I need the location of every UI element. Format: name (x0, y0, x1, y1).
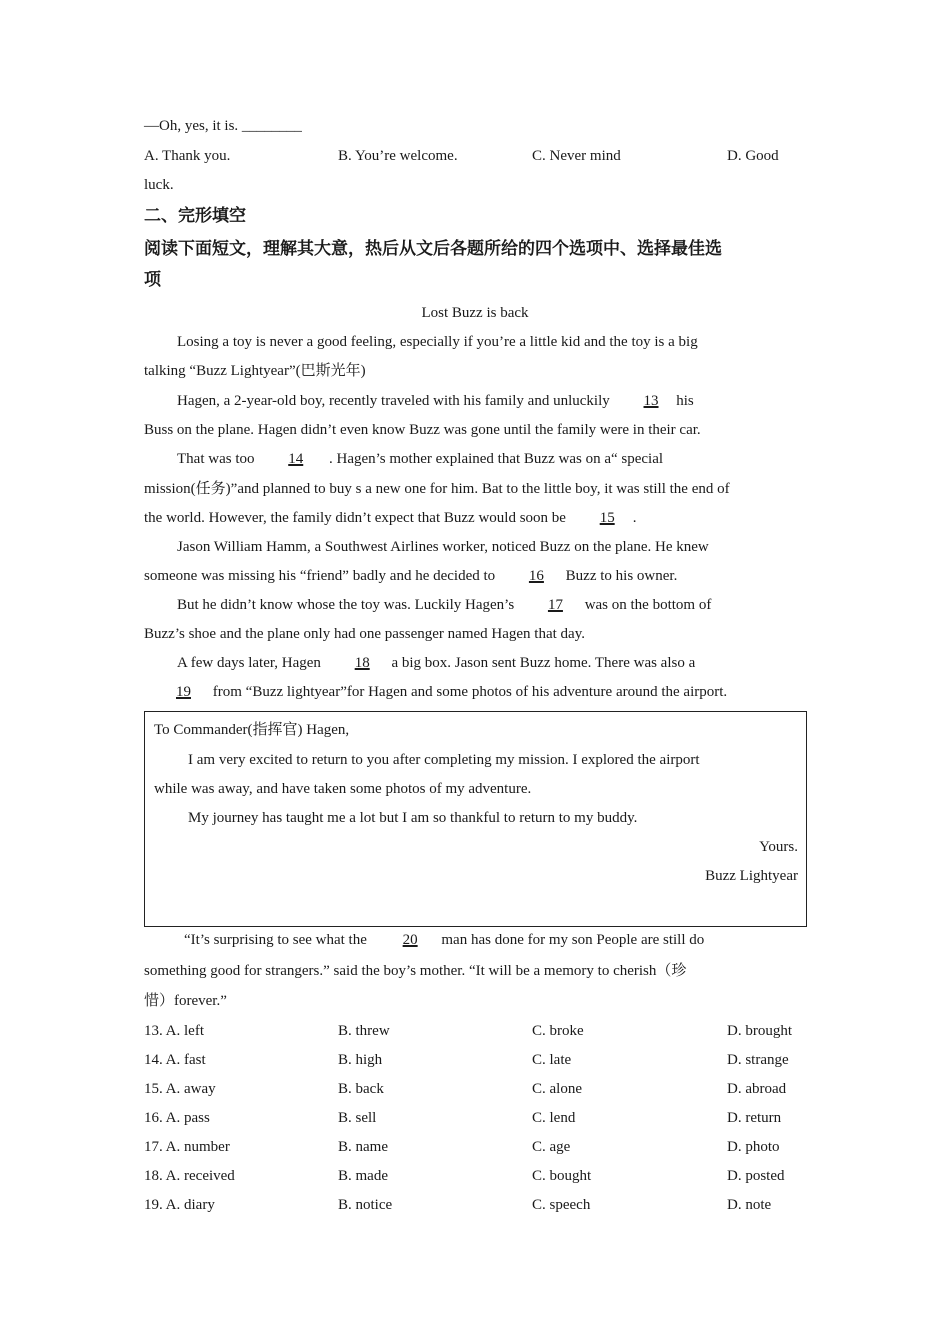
question-18-d: D. posted (727, 1168, 785, 1184)
blank-20: 20 (402, 932, 418, 948)
blank-18: 18 (354, 655, 370, 671)
question-15-b: B. back (338, 1081, 384, 1097)
paragraph-line: Buzz’s shoe and the plane only had one passenger named Hagen that day. (144, 626, 585, 642)
section-heading: 二、完形填空 (144, 206, 246, 226)
question-19-d: D. note (727, 1197, 772, 1213)
letter-line: while was away, and have taken some photos of my adventure. (154, 781, 532, 797)
question-14-d: D. strange (727, 1052, 789, 1068)
text-segment: from “Buzz lightyear”for Hagen and some photos of his adventure around the airport. (209, 684, 728, 700)
letter-line: My journey has taught me a lot but I am so thankful to return to my buddy. (188, 810, 638, 826)
text-segment: man has done for my son People are still do (437, 932, 705, 948)
text-segment: . Hagen’s mother explained that Buzz was on a“ special (325, 451, 664, 467)
question-16-b: B. sell (338, 1110, 377, 1126)
text-segment: a big box. Jason sent Buzz home. There was also a (387, 655, 696, 671)
question-19-b: B. notice (338, 1197, 393, 1213)
blank-15: 15 (599, 510, 615, 526)
paragraph-line (177, 653, 695, 673)
question-17-b: B. name (338, 1139, 388, 1155)
paragraph-line (144, 508, 636, 528)
text-segment: his (672, 393, 694, 409)
blank-16: 16 (528, 568, 544, 584)
letter-line: I am very excited to return to you after completing my mission. I explored the airport (188, 752, 700, 768)
paragraph-line: something good for strangers.” said the boy’s mother. “It will be a memory to cherish（珍 (144, 963, 687, 979)
section-instruction: 阅读下面短文，理解其大意，热后从文后各题所给的四个选项中、选择最佳选 (144, 239, 722, 259)
question-16-a: 16. A. pass (144, 1110, 210, 1126)
option-d-wrap: luck. (144, 177, 174, 193)
paragraph-line (184, 930, 704, 950)
text-segment: was on the bottom of (580, 597, 712, 613)
option-d: D. Good (727, 148, 779, 164)
blank-17: 17 (547, 597, 563, 613)
blank-19: 19 (176, 684, 191, 700)
question-19-a: 19. A. diary (144, 1197, 215, 1213)
paragraph-line (177, 391, 694, 411)
letter-greeting: To Commander(指挥官) Hagen, (154, 722, 350, 738)
question-13-b: B. threw (338, 1023, 390, 1039)
paragraph-line: Losing a toy is never a good feeling, especially if you’re a little kid and the toy is a big (177, 334, 698, 350)
question-14-c: C. late (532, 1052, 572, 1068)
blank-13: 13 (643, 393, 659, 409)
text-segment: But he didn’t know whose the toy was. Luckily Hagen’s (177, 597, 518, 613)
question-16-c: C. lend (532, 1110, 576, 1126)
paragraph-line: Jason William Hamm, a Southwest Airlines worker, noticed Buzz on the plane. He knew (177, 539, 709, 555)
question-15-a: 15. A. away (144, 1081, 216, 1097)
letter-signature: Buzz Lightyear (705, 868, 798, 884)
paragraph-line: Buss on the plane. Hagen didn’t even know Buzz was gone until the family were in their car. (144, 422, 701, 438)
question-18-a: 18. A. received (144, 1168, 235, 1184)
blank-14: 14 (288, 451, 304, 467)
option-a: A. Thank you. (144, 148, 231, 164)
question-18-b: B. made (338, 1168, 388, 1184)
passage-title: Lost Buzz is back (421, 305, 529, 321)
text-segment: someone was missing his “friend” badly and he decided to (144, 568, 499, 584)
text-segment: . (632, 510, 637, 526)
paragraph-line: mission(任务)”and planned to buy s a new one for him. Bat to the little boy, it was still the end of (144, 481, 730, 497)
dialog-line: —Oh, yes, it is. ________ (144, 118, 302, 134)
paragraph-line (144, 566, 677, 586)
question-15-c: C. alone (532, 1081, 582, 1097)
text-segment: the world. However, the family didn’t expect that Buzz would soon be (144, 510, 570, 526)
question-14-a: 14. A. fast (144, 1052, 206, 1068)
paragraph-line: talking “Buzz Lightyear”(巴斯光年) (144, 363, 366, 379)
paragraph-line (144, 682, 727, 702)
question-14-b: B. high (338, 1052, 383, 1068)
letter-box (144, 711, 807, 927)
question-15-d: D. abroad (727, 1081, 787, 1097)
question-17-d: D. photo (727, 1139, 780, 1155)
text-segment: That was too (177, 451, 259, 467)
paragraph-line (177, 595, 711, 615)
option-b: B. You’re welcome. (338, 148, 458, 164)
question-19-c: C. speech (532, 1197, 591, 1213)
question-17-a: 17. A. number (144, 1139, 230, 1155)
question-13-d: D. brought (727, 1023, 792, 1039)
paragraph-line (177, 449, 663, 469)
question-18-c: C. bought (532, 1168, 592, 1184)
text-segment: A few days later, Hagen (177, 655, 325, 671)
question-16-d: D. return (727, 1110, 782, 1126)
letter-closing: Yours. (759, 839, 798, 855)
text-segment: Hagen, a 2-year-old boy, recently traveled with his family and unluckily (177, 393, 614, 409)
section-instruction-wrap: 项 (144, 270, 161, 290)
option-c: C. Never mind (532, 148, 621, 164)
question-13-c: C. broke (532, 1023, 584, 1039)
question-13-a: 13. A. left (144, 1023, 204, 1039)
question-17-c: C. age (532, 1139, 571, 1155)
paragraph-line: 惜）forever.” (144, 993, 227, 1009)
text-segment: “It’s surprising to see what the (184, 932, 371, 948)
text-segment: Buzz to his owner. (561, 568, 678, 584)
